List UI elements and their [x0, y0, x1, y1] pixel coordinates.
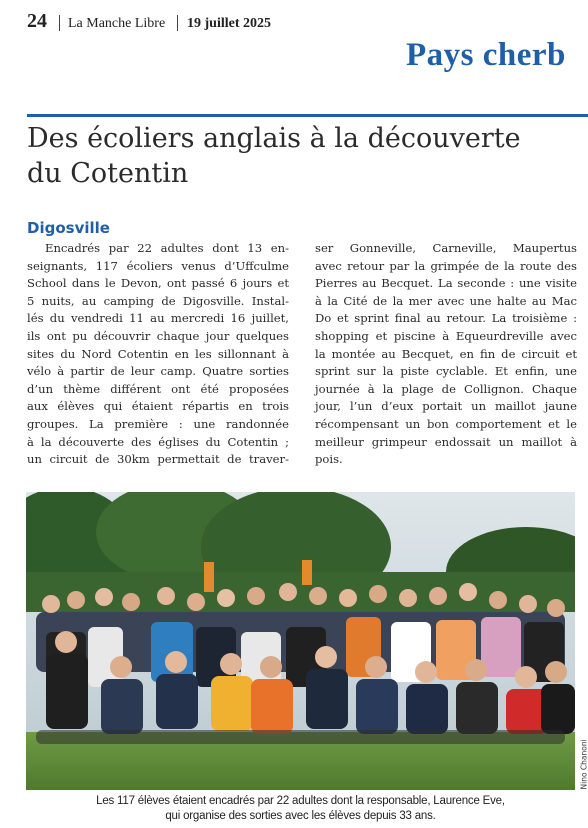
body-line: groupes. La première : une randonnée	[27, 416, 289, 431]
body-line: aux élèves qui étaient répartis en trois	[27, 399, 289, 414]
body-line: ils ont pu découvrir chaque jour quelques	[27, 328, 289, 343]
caption-line: Les 117 élèves étaient encadrés par 22 adultes dont la responsable, Laurence Eve,	[96, 795, 505, 807]
body-line: à la découverte des églises du Cotentin ;	[27, 434, 289, 449]
page-header	[27, 10, 588, 36]
headline-line: Des écoliers anglais à la découverte	[27, 123, 521, 154]
body-line: 5 nuits, au camping de Digosville. Instal-	[27, 293, 289, 308]
body-line: meilleur grimpeur endossait un maillot à	[315, 434, 577, 449]
body-line: sprint sur la piste cyclable. Et enfin, une	[315, 364, 577, 379]
article-column-left	[27, 240, 289, 469]
body-line: avec retour par la grimpée de la route des	[315, 258, 577, 273]
article-headline	[27, 121, 577, 191]
header-divider	[177, 15, 178, 31]
body-line: pois.	[315, 452, 343, 467]
body-line: shopping et piscine à Equeurdreville avec	[315, 328, 577, 343]
body-line: journée à la plage de Collignon. Chaque	[315, 381, 577, 396]
body-line: School dans le Devon, ont passé 6 jours et	[27, 276, 289, 291]
body-line: vélo à partir de leur camp. Quatre sorties	[27, 364, 289, 379]
group-photo	[26, 492, 575, 790]
body-line: Pierres au Becquet. La seconde : une visite	[315, 276, 577, 291]
photo-caption	[26, 794, 575, 824]
body-line: d’un thème différent ont été proposées	[27, 381, 289, 396]
body-line: la montée au Becquet, en fin de circuit et	[315, 346, 577, 361]
body-line: un circuit de 30km permettait de traver-	[27, 452, 289, 467]
body-line: jour, l’un d’eux portait un maillot jaune	[315, 399, 577, 414]
headline-line: du Cotentin	[27, 158, 189, 189]
article-dateline: Digosville	[27, 219, 110, 237]
header-divider	[59, 15, 60, 31]
page-number: 24	[27, 10, 47, 32]
group-photo-illustration	[26, 492, 575, 790]
body-line: Encadrés par 22 adultes dont 13 en-	[45, 241, 289, 255]
body-line: lés du vendredi 11 au mercredi 16 juillet,	[27, 311, 289, 326]
photo-credit-text: Nino Chanoni	[579, 739, 588, 790]
newspaper-name: La Manche Libre	[68, 16, 166, 31]
body-line: ser Gonneville, Carneville, Maupertus	[315, 241, 577, 255]
section-title: Pays cherb	[406, 37, 566, 73]
body-line: récompensant un bon comportement et le	[315, 416, 577, 431]
body-line: à la Cité de la mer avec une halte au Mac	[315, 293, 577, 308]
body-line: sites du Nord Cotentin en les sillonnant à	[27, 346, 289, 361]
issue-date: 19 juillet 2025	[187, 16, 271, 31]
body-line: Do et sprint final au retour. La troisième :	[315, 311, 577, 326]
body-line: seignants, 117 écoliers venus d’Uffculme	[27, 258, 289, 273]
section-rule	[27, 114, 588, 117]
article-column-right	[315, 240, 577, 469]
photo-credit	[577, 700, 588, 790]
caption-line: qui organise des sorties avec les élèves depuis 33 ans.	[165, 810, 436, 822]
